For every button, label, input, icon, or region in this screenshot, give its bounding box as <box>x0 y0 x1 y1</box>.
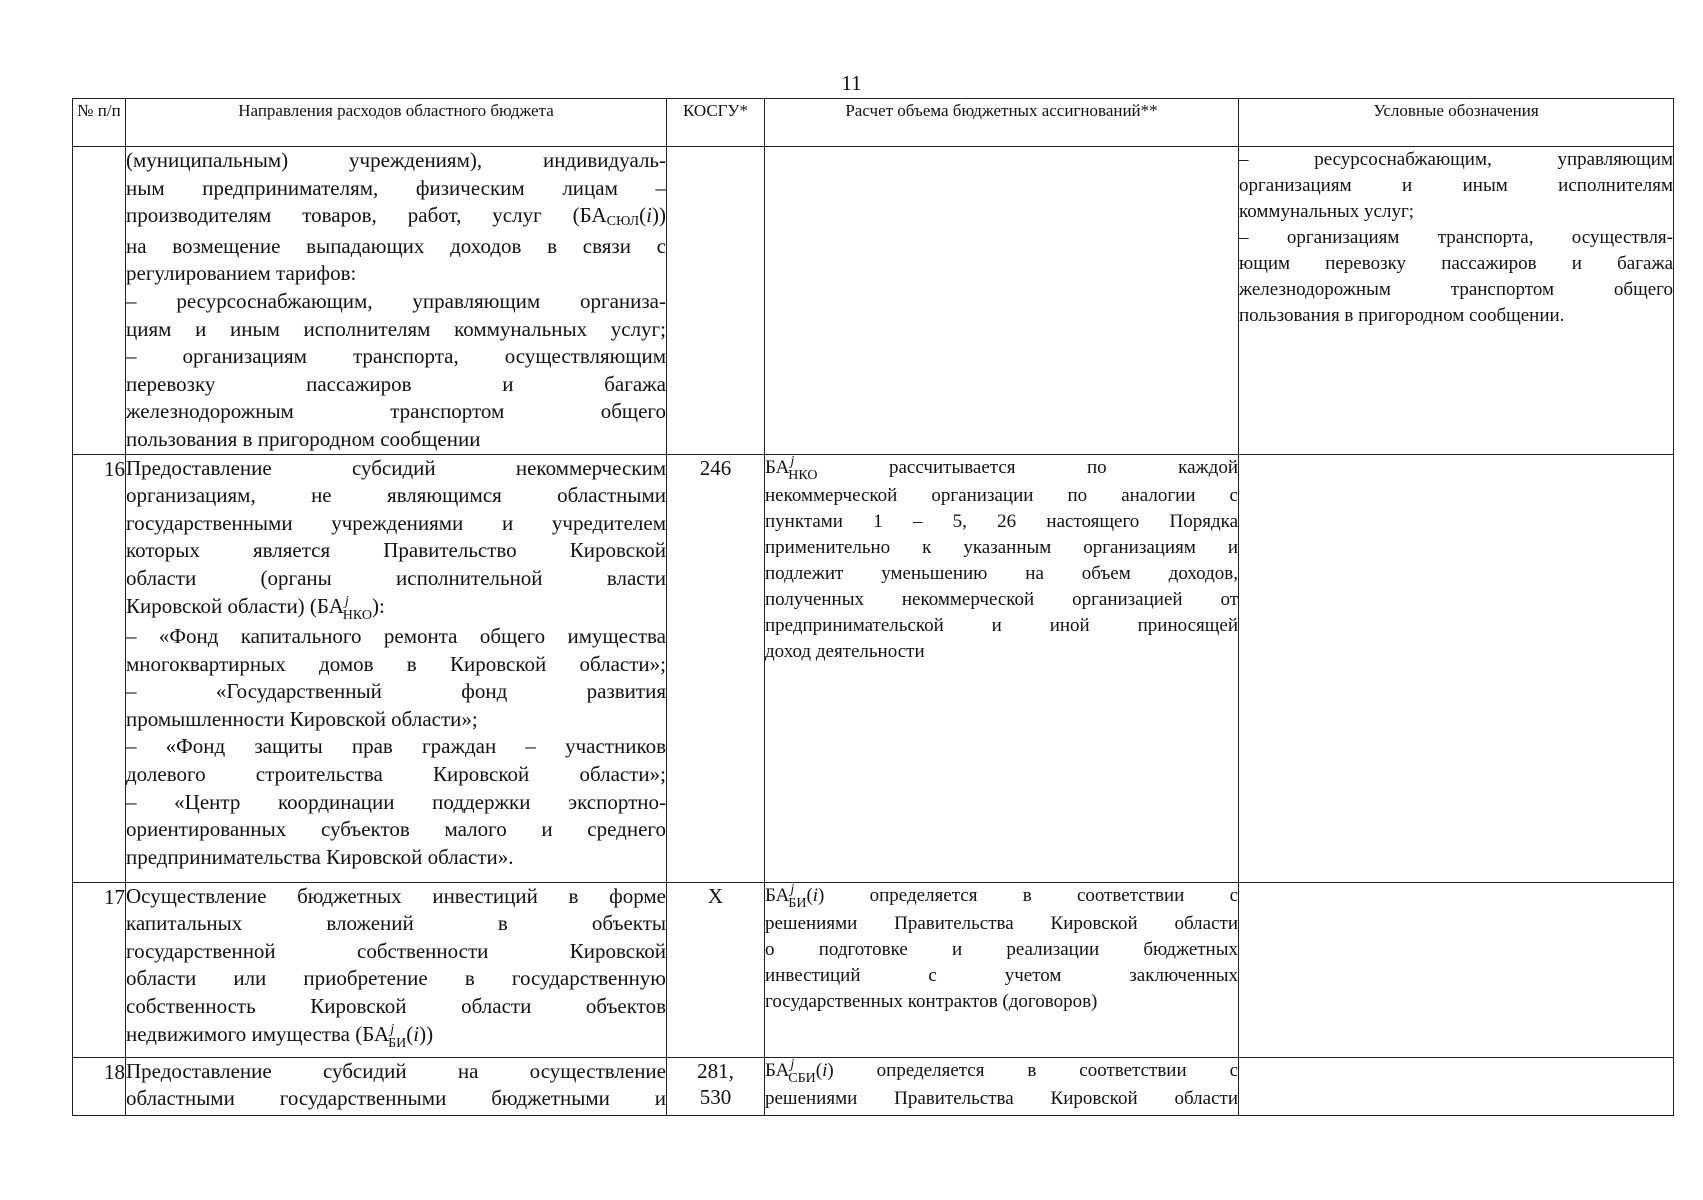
legend-line: коммунальных услуг; <box>1239 201 1415 222</box>
table-header-row <box>73 99 1674 147</box>
desc-line: собственность Кировской области объектов <box>126 993 666 1018</box>
page-number: 11 <box>841 71 862 95</box>
table-row <box>73 1057 1674 1115</box>
calc-line: предпринимательской и иной приносящей <box>765 614 1238 636</box>
legend-line: пользования в пригородном сообщении. <box>1239 305 1565 326</box>
legend-line: железнодорожным транспортом общего <box>1239 279 1673 300</box>
desc-line: пользования в пригородном сообщении <box>126 426 481 451</box>
header-num: № п/п <box>73 99 126 147</box>
desc-line: – «Фонд капитального ремонта общего имущества <box>126 624 666 649</box>
desc-line: капитальных вложений в объекты <box>126 911 666 936</box>
calc-line: решениями Правительства Кировской области <box>765 912 1238 934</box>
desc-line: Предоставление субсидий на осуществление <box>126 1058 666 1083</box>
row-number: 18 <box>73 1057 126 1115</box>
row-legend <box>1239 882 1674 1057</box>
desc-line: – «Государственный фонд развития <box>126 679 666 704</box>
table-row <box>73 882 1674 1057</box>
desc-line: – организациям транспорта, осуществляющим <box>126 344 666 369</box>
legend-line: организациям и иным исполнителям <box>1239 175 1673 196</box>
desc-line: предпринимательства Кировской области». <box>126 844 514 869</box>
calc-line: пунктами 1 – 5, 26 настоящего Порядка <box>765 510 1238 532</box>
header-legend: Условные обозначения <box>1239 99 1674 147</box>
header-direction: Направления расходов областного бюджета <box>126 99 667 147</box>
legend-line: ющим перевозку пассажиров и багажа <box>1239 253 1673 274</box>
desc-line: производителям товаров, работ, услуг (БАСЮЛ(i)) <box>126 203 666 230</box>
calc-line: $БА^j_{СБИ}(i)$ определяется в соответствии с <box>765 1056 1238 1086</box>
calc-line: полученных некоммерческой организацией от <box>765 588 1238 610</box>
row-number: 16 <box>73 454 126 882</box>
desc-line: на возмещение выпадающих доходов в связи с <box>126 233 666 258</box>
desc-line: областными государственными бюджетными и <box>126 1086 666 1111</box>
row-kosgu <box>667 147 765 455</box>
row-calc <box>765 147 1239 455</box>
row-number <box>73 147 126 455</box>
row-description <box>126 454 667 882</box>
row-calc <box>765 454 1239 882</box>
desc-line: недвижимого имущества $(БА^j_{БИ}(i))$ <box>126 1021 434 1051</box>
legend-line: – ресурсоснабжающим, управляющим <box>1239 149 1673 170</box>
row-kosgu: 281, 530 <box>667 1057 765 1115</box>
budget-table <box>72 98 1674 1116</box>
calc-line: применительно к указанным организациям и <box>765 536 1238 558</box>
desc-line: – «Фонд защиты прав граждан – участников <box>126 734 666 759</box>
row-kosgu: 246 <box>667 454 765 882</box>
legend-line: – организациям транспорта, осуществля- <box>1239 227 1673 248</box>
row-number: 17 <box>73 882 126 1057</box>
desc-line: организациям, не являющимся областными <box>126 483 666 508</box>
desc-line: многоквартирных домов в Кировской области»; <box>126 651 666 676</box>
calc-line: решениями Правительства Кировской области <box>765 1087 1238 1109</box>
calc-line: о подготовке и реализации бюджетных <box>765 938 1238 960</box>
desc-line: области или приобретение в государственную <box>126 966 666 991</box>
calc-line: государственных контрактов (договоров) <box>765 990 1098 1012</box>
calc-line: подлежит уменьшению на объем доходов, <box>765 562 1238 584</box>
table-row <box>73 147 1674 455</box>
desc-line: – ресурсоснабжающим, управляющим организа- <box>126 288 666 313</box>
desc-line: области (органы исполнительной власти <box>126 565 666 590</box>
desc-line: регулированием тарифов: <box>126 261 357 286</box>
row-kosgu: X <box>667 882 765 1057</box>
calc-line: $БА^j_{БИ}(i)$ определяется в соответствии с <box>765 881 1238 911</box>
desc-line: Осуществление бюджетных инвестиций в форме <box>126 883 666 908</box>
row-description <box>126 1057 667 1115</box>
desc-line: (муниципальным) учреждениям), индивидуаль- <box>126 148 666 172</box>
row-legend <box>1239 454 1674 882</box>
row-calc <box>765 882 1239 1057</box>
header-calc: Расчет объема бюджетных ассигнований** <box>765 99 1239 147</box>
desc-line: государственными учреждениями и учредителем <box>126 510 666 535</box>
desc-line: ным предпринимателям, физическим лицам – <box>126 175 666 200</box>
desc-line: перевозку пассажиров и багажа <box>126 371 666 396</box>
calc-line: $БА^j_{НКО}$ рассчитывается по каждой <box>765 453 1238 483</box>
desc-line: промышленности Кировской области»; <box>126 706 478 731</box>
table-row <box>73 454 1674 882</box>
desc-line: циям и иным исполнителям коммунальных услуг; <box>126 316 666 341</box>
row-description <box>126 147 667 455</box>
row-legend <box>1239 1057 1674 1115</box>
desc-line: ориентированных субъектов малого и среднего <box>126 817 666 842</box>
desc-line: Предоставление субсидий некоммерческим <box>126 455 666 480</box>
desc-line: – «Центр координации поддержки экспортно- <box>126 789 666 814</box>
calc-line: инвестиций с учетом заключенных <box>765 964 1238 986</box>
desc-line: государственной собственности Кировской <box>126 938 666 963</box>
row-legend <box>1239 147 1674 455</box>
desc-line: железнодорожным транспортом общего <box>126 399 666 424</box>
calc-line: некоммерческой организации по аналогии с <box>765 484 1238 506</box>
row-calc <box>765 1057 1239 1115</box>
header-kosgu: КОСГУ* <box>667 99 765 147</box>
row-description <box>126 882 667 1057</box>
desc-line: Кировской области) $(БА^j_{НКО})$: <box>126 593 385 623</box>
calc-line: доход деятельности <box>765 640 925 662</box>
desc-line: долевого строительства Кировской области»; <box>126 762 666 787</box>
desc-line: которых является Правительство Кировской <box>126 538 666 563</box>
